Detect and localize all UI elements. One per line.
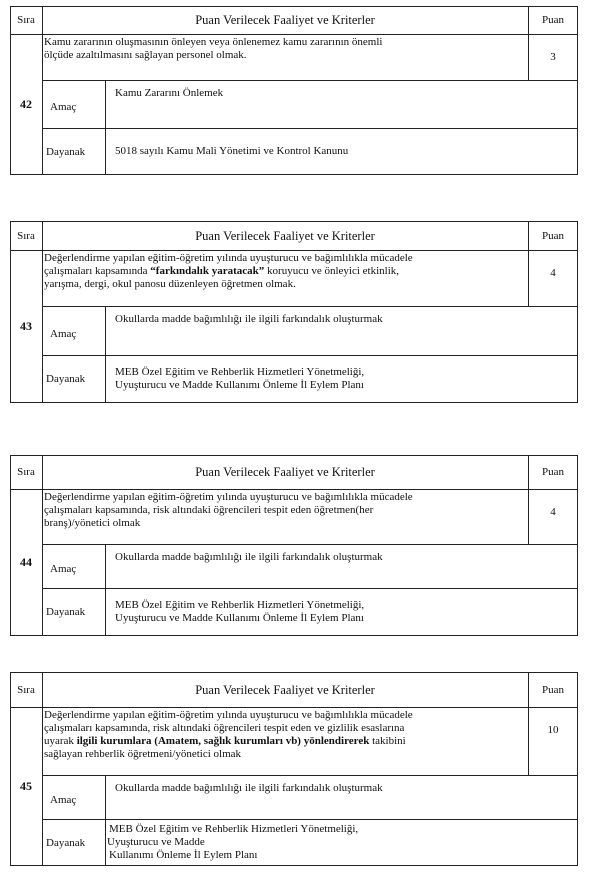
criteria-line: Değerlendirme yapılan eğitim-öğretim yılında uyuşturucu ve bağımlılıkla mücadele [44,491,413,503]
criteria-line: ölçüde azaltılmasını sağlayan personel olmak. [44,49,247,61]
header-sira: Sıra [17,466,35,478]
criteria-text: takibini [369,735,406,747]
dayanak-label: Dayanak [46,837,86,849]
criteria-text: uyarak [44,735,77,747]
table-rule [10,672,578,673]
criteria-line: sağlayan rehberlik öğretmeni/yönetici olmak [44,748,242,760]
criteria-table-45 [10,672,578,866]
table-rule [10,489,578,490]
table-rule [105,775,106,866]
criteria-emphasis: “farkındalık yaratacak” [150,265,265,277]
criteria-line: çalışmaları kapsamında, risk altındaki öğrencileri tespit eden öğretmen(her [44,504,374,516]
dayanak-line: 5018 sayılı Kamu Mali Yönetimi ve Kontrol Kanunu [115,145,349,157]
dayanak-line: Uyuşturucu ve Madde [107,836,205,848]
criteria-table-43 [10,221,578,403]
table-rule [577,221,578,403]
row-number: 42 [20,97,32,111]
table-rule [10,635,578,636]
row-number: 43 [20,319,32,333]
dayanak-line: MEB Özel Eğitim ve Rehberlik Hizmetleri Yönetmeliği, [109,823,359,835]
table-rule [105,80,106,175]
table-rule [42,588,578,589]
table-rule [577,672,578,866]
dayanak-line: MEB Özel Eğitim ve Rehberlik Hizmetleri Yönetmeliği, [115,599,365,611]
points-value: 3 [550,51,556,63]
dayanak-line: Kullanımı Önleme İl Eylem Planı [109,849,258,861]
header-criteria: Puan Verilecek Faaliyet ve Kriterler [195,683,375,697]
points-value: 4 [550,267,556,279]
table-rule [10,455,11,636]
table-rule [10,174,578,175]
header-criteria: Puan Verilecek Faaliyet ve Kriterler [195,465,375,479]
table-rule [10,865,578,866]
dayanak-label: Dayanak [46,606,86,618]
header-criteria: Puan Verilecek Faaliyet ve Kriterler [195,13,375,27]
dayanak-label: Dayanak [46,146,86,158]
criteria-line [44,265,399,278]
amac-value: Okullarda madde bağımlılığı ile ilgili farkındalık oluşturmak [115,782,383,794]
criteria-line: çalışmaları kapsamında, risk altındaki öğrencileri tespit eden ve gizlilik esaslarına [44,722,405,734]
table-rule [105,544,106,636]
table-rule [42,355,578,356]
criteria-line: Değerlendirme yapılan eğitim-öğretim yılında uyuşturucu ve bağımlılıkla mücadele [44,252,413,264]
row-number: 45 [20,779,32,793]
table-rule [42,819,578,820]
header-puan: Puan [542,684,564,696]
header-criteria: Puan Verilecek Faaliyet ve Kriterler [195,229,375,243]
amac-label: Amaç [50,101,77,113]
amac-label: Amaç [50,563,77,575]
amac-label: Amaç [50,328,77,340]
criteria-line: Kamu zararının oluşmasının önleyen veya önlenemez kamu zararının önemli [44,36,383,48]
amac-label: Amaç [50,794,77,806]
amac-value: Okullarda madde bağımlılığı ile ilgili farkındalık oluşturmak [115,551,383,563]
table-rule [42,544,578,545]
points-value: 10 [547,724,559,736]
table-rule [577,455,578,636]
header-sira: Sıra [17,14,35,26]
criteria-line: branş)/yönetici olmak [44,517,141,529]
header-sira: Sıra [17,684,35,696]
criteria-text: çalışmaları kapsamında [44,265,151,277]
table-rule [42,455,43,636]
table-rule [10,250,578,251]
header-puan: Puan [542,466,564,478]
criteria-line: yarışma, dergi, okul panosu düzenleyen öğretmen olmak. [44,278,296,290]
points-value: 4 [550,506,556,518]
criteria-line [44,735,406,748]
table-rule [10,34,578,35]
header-sira: Sıra [17,230,35,242]
dayanak-line: Uyuşturucu ve Madde Kullanımı Önleme İl Eylem Planı [115,612,364,624]
criteria-text: koruyucu ve önleyici etkinlik, [264,265,399,277]
table-rule [42,221,43,403]
table-rule [42,6,43,175]
table-rule [10,221,11,403]
table-rule [10,672,11,866]
table-rule [42,128,578,129]
table-rule [10,707,578,708]
table-rule [10,455,578,456]
criteria-emphasis: ilgili kurumlara (Amatem, sağlık kurumları vb) yönlendirerek [76,735,370,747]
table-rule [10,6,578,7]
table-rule [10,402,578,403]
row-number: 44 [20,555,32,569]
dayanak-label: Dayanak [46,373,86,385]
table-rule [577,6,578,175]
table-rule [10,221,578,222]
dayanak-line: Uyuşturucu ve Madde Kullanımı Önleme İl Eylem Planı [115,379,364,391]
criteria-line: Değerlendirme yapılan eğitim-öğretim yılında uyuşturucu ve bağımlılıkla mücadele [44,709,413,721]
amac-value: Okullarda madde bağımlılığı ile ilgili farkındalık oluşturmak [115,313,383,325]
header-puan: Puan [542,14,564,26]
header-puan: Puan [542,230,564,242]
table-rule [42,775,578,776]
table-rule [42,672,43,866]
table-rule [10,6,11,175]
criteria-table-42 [10,6,578,175]
dayanak-line: MEB Özel Eğitim ve Rehberlik Hizmetleri Yönetmeliği, [115,366,365,378]
table-rule [105,306,106,403]
criteria-table-44 [10,455,578,636]
table-rule [42,306,578,307]
amac-value: Kamu Zararını Önlemek [115,87,224,99]
table-rule [42,80,578,81]
